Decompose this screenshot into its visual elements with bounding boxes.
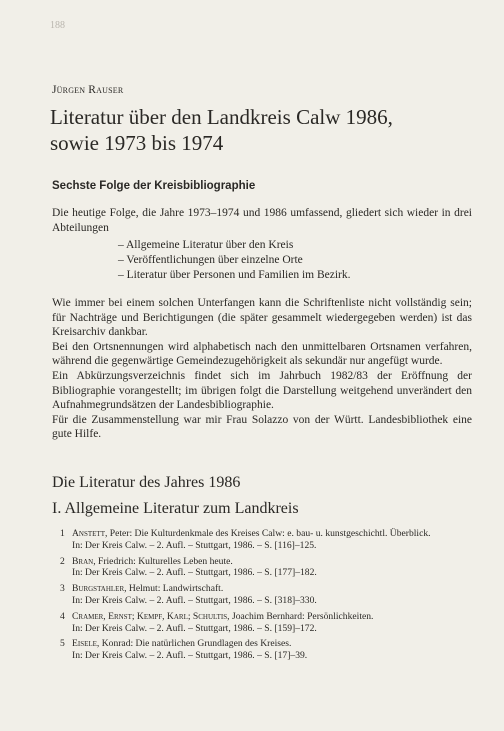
entry-number: 5	[60, 638, 65, 650]
entry-rest: , Peter: Die Kulturdenkmale des Kreises Calw: e. bau- u. kunstgeschichtl. Überblick.	[104, 528, 431, 539]
entry-text	[68, 528, 431, 552]
list-item: – Literatur über Personen und Familien im Bezirk.	[118, 268, 351, 283]
entry-author: Cramer, Ernst; Kempf, Karl; Schultis	[72, 610, 228, 622]
list-item: – Allgemeine Literatur über den Kreis	[118, 238, 351, 253]
entry-author: Anstett	[72, 528, 105, 539]
entry-rest: , Helmut: Landwirtschaft.	[124, 583, 224, 595]
entry-text	[68, 583, 317, 607]
bibliography-entry	[60, 583, 480, 607]
entry-text	[68, 611, 373, 635]
intro-paragraph: Die heutige Folge, die Jahre 1973–1974 und 1986 umfassend, gliedert sich wieder in drei Abteilungen	[52, 207, 472, 234]
entry-text	[68, 556, 317, 580]
list-item: – Veröffentlichungen über einzelne Orte	[118, 253, 351, 268]
paragraph: Für die Zusammenstellung war mir Frau Solazzo von der Württ. Landesbibliothek eine gute Hilfe.	[52, 413, 472, 441]
entry-source: In: Der Kreis Calw. – 2. Aufl. – Stuttgart, 1986. – S. [17]–39.	[72, 650, 308, 662]
entry-number: 1	[60, 528, 65, 539]
entry-number: 4	[60, 610, 65, 622]
entry-author: Eisele	[72, 638, 97, 650]
entry-source: In: Der Kreis Calw. – 2. Aufl. – Stuttgart, 1986. – S. [177]–182.	[72, 567, 317, 579]
bibliography-list	[60, 528, 480, 666]
entry-rest: , Joachim Bernhard: Persönlichkeiten.	[227, 610, 374, 622]
entry-source: In: Der Kreis Calw. – 2. Aufl. – Stuttgart, 1986. – S. [159]–172.	[72, 622, 317, 634]
section-heading: Die Literatur des Jahres 1986	[52, 474, 241, 491]
paragraph: Wie immer bei einem solchen Unterfangen kann die Schriftenliste nicht vollständig sein; für Nachträge und Berichtigungen (die später gesammelt wiedergegeben werden) ist das Kreisarchiv dankbar.	[52, 297, 472, 339]
entry-source: In: Der Kreis Calw. – 2. Aufl. – Stuttgart, 1986. – S. [318]–330.	[72, 594, 317, 606]
entry-rest: , Konrad: Die natürlichen Grundlagen des Kreises.	[96, 638, 292, 650]
bibliography-entry	[60, 611, 480, 635]
title-line-2: sowie 1973 bis 1974	[50, 131, 224, 155]
entry-source: In: Der Kreis Calw. – 2. Aufl. – Stuttgart, 1986. – S. [116]–125.	[72, 539, 317, 551]
article-title	[50, 104, 460, 156]
entry-number: 2	[60, 555, 65, 567]
entry-text	[68, 638, 307, 662]
entry-rest: , Friedrich: Kulturelles Leben heute.	[93, 555, 233, 567]
bibliography-entry	[60, 528, 480, 552]
title-line-1: Literatur über den Landkreis Calw 1986,	[50, 105, 393, 129]
page-number: 188	[50, 20, 65, 31]
author-name: Jürgen Rauser	[52, 84, 124, 96]
bibliography-entry	[60, 638, 480, 662]
division-list	[118, 238, 351, 283]
bibliography-entry	[60, 556, 480, 580]
subsection-heading: I. Allgemeine Literatur zum Landkreis	[52, 500, 299, 517]
entry-number: 3	[60, 583, 65, 595]
paragraph: Bei den Ortsnennungen wird alphabetisch nach den unmittelbaren Ortsnamen verfahren, während die gegenwärtige Gemeindezugehörigkeit als sekundär nur angefügt wurde.	[52, 340, 472, 368]
body-text	[52, 296, 472, 442]
paragraph: Ein Abkürzungsverzeichnis findet sich im Jahrbuch 1982/83 der Eröffnung der Bibliographie vorangestellt; im übrigen folgt die Darstellung weitgehend unverändert den Aufnahmegrundsätzen der Landesbibliographie.	[52, 369, 472, 412]
article-subtitle: Sechste Folge der Kreisbibliographie	[52, 180, 256, 192]
entry-author: Burgstahler	[72, 583, 125, 595]
entry-author: Bran	[72, 555, 94, 567]
